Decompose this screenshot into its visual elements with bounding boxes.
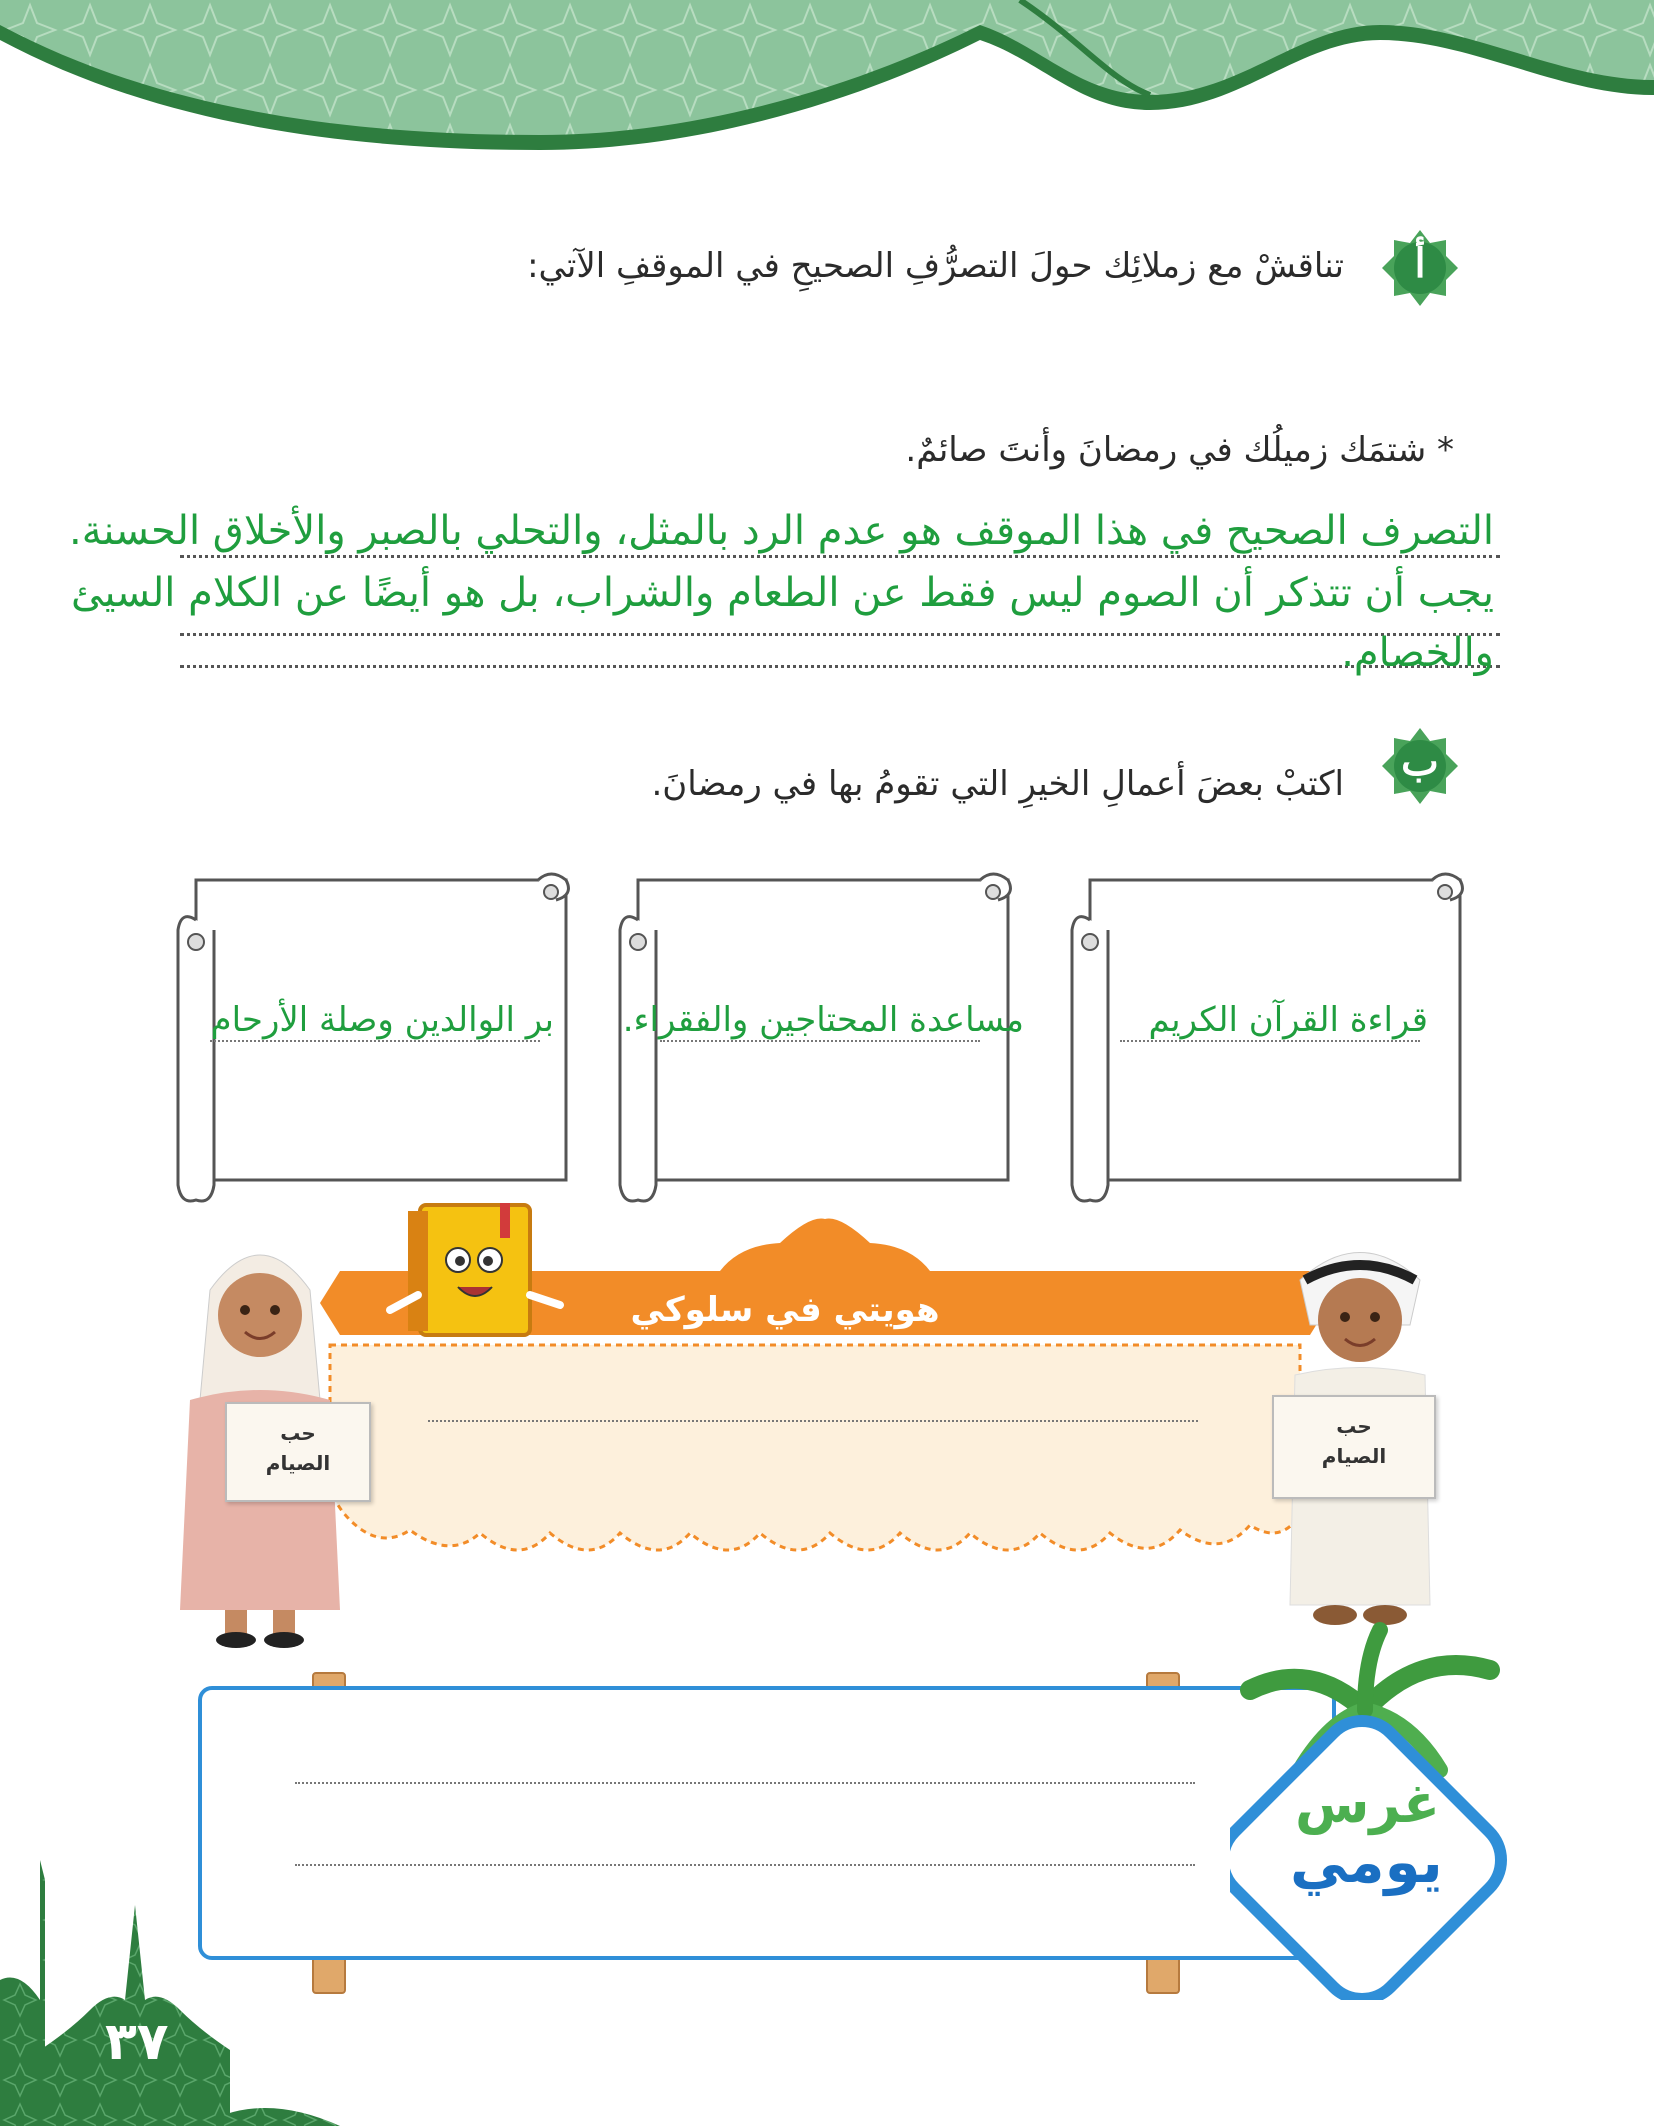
- boy-sign-line2: الصيام: [1321, 1444, 1387, 1468]
- answer-line-2-dots: [180, 633, 1500, 636]
- girl-sign-line1: حب: [280, 1421, 316, 1445]
- boy-sign-line1: حب: [1336, 1414, 1372, 1438]
- daily-line-1[interactable]: [295, 1782, 1195, 1784]
- answer-line-1: التصرف الصحيح في هذا الموقف هو عدم الرد بالمثل، والتحلي بالصبر والأخلاق الحسنة.: [69, 508, 1494, 554]
- daily-line-2[interactable]: [295, 1864, 1195, 1866]
- section-b-letter: ب: [1401, 738, 1439, 785]
- scroll-2-dots: [660, 1040, 980, 1042]
- identity-banner-title: هويتي في سلوكي: [630, 1290, 940, 1330]
- daily-planting-box: [198, 1686, 1336, 1960]
- answer-line-3: والخصام.: [1341, 630, 1494, 676]
- identity-write-line[interactable]: [428, 1420, 1198, 1422]
- girl-sign: [225, 1402, 371, 1502]
- answer-line-1-dots: [180, 555, 1500, 558]
- scroll-3-text: بر الوالدين وصلة الأرحام: [210, 1000, 554, 1040]
- logo-line1: غرس: [1295, 1772, 1440, 1835]
- scroll-3-dots: [210, 1040, 540, 1042]
- header-decoration: [0, 0, 1654, 180]
- girl-sign-line2: الصيام: [265, 1451, 331, 1475]
- answer-line-2: يجب أن تتذكر أن الصوم ليس فقط عن الطعام والشراب، بل هو أيضًا عن الكلام السيئ: [70, 570, 1494, 616]
- answer-line-3-dots: [180, 665, 1500, 668]
- section-a-letter: أ: [1414, 240, 1426, 287]
- section-a-instruction: تناقشْ مع زملائِك حولَ التصرُّفِ الصحيحِ في الموقفِ الآتي:: [527, 246, 1344, 286]
- scroll-2-text: مساعدة المحتاجين والفقراء.: [622, 1000, 1024, 1040]
- scroll-1-text: قراءة القرآن الكريم: [1148, 1000, 1428, 1040]
- mosque-corner-decoration: [0, 1860, 360, 2126]
- boy-sign: [1272, 1395, 1436, 1499]
- section-b-instruction: اكتبْ بعضَ أعمالِ الخيرِ التي تقومُ بها في رمضانَ.: [651, 764, 1344, 804]
- situation-text: * شتمَك زميلُك في رمضانَ وأنتَ صائمٌ.: [905, 430, 1454, 470]
- logo-line2: يومي: [1290, 1828, 1443, 1896]
- scroll-1-dots: [1120, 1040, 1420, 1042]
- book-mascot-icon: [380, 1195, 580, 1355]
- page-number: ٣٧: [105, 2012, 169, 2072]
